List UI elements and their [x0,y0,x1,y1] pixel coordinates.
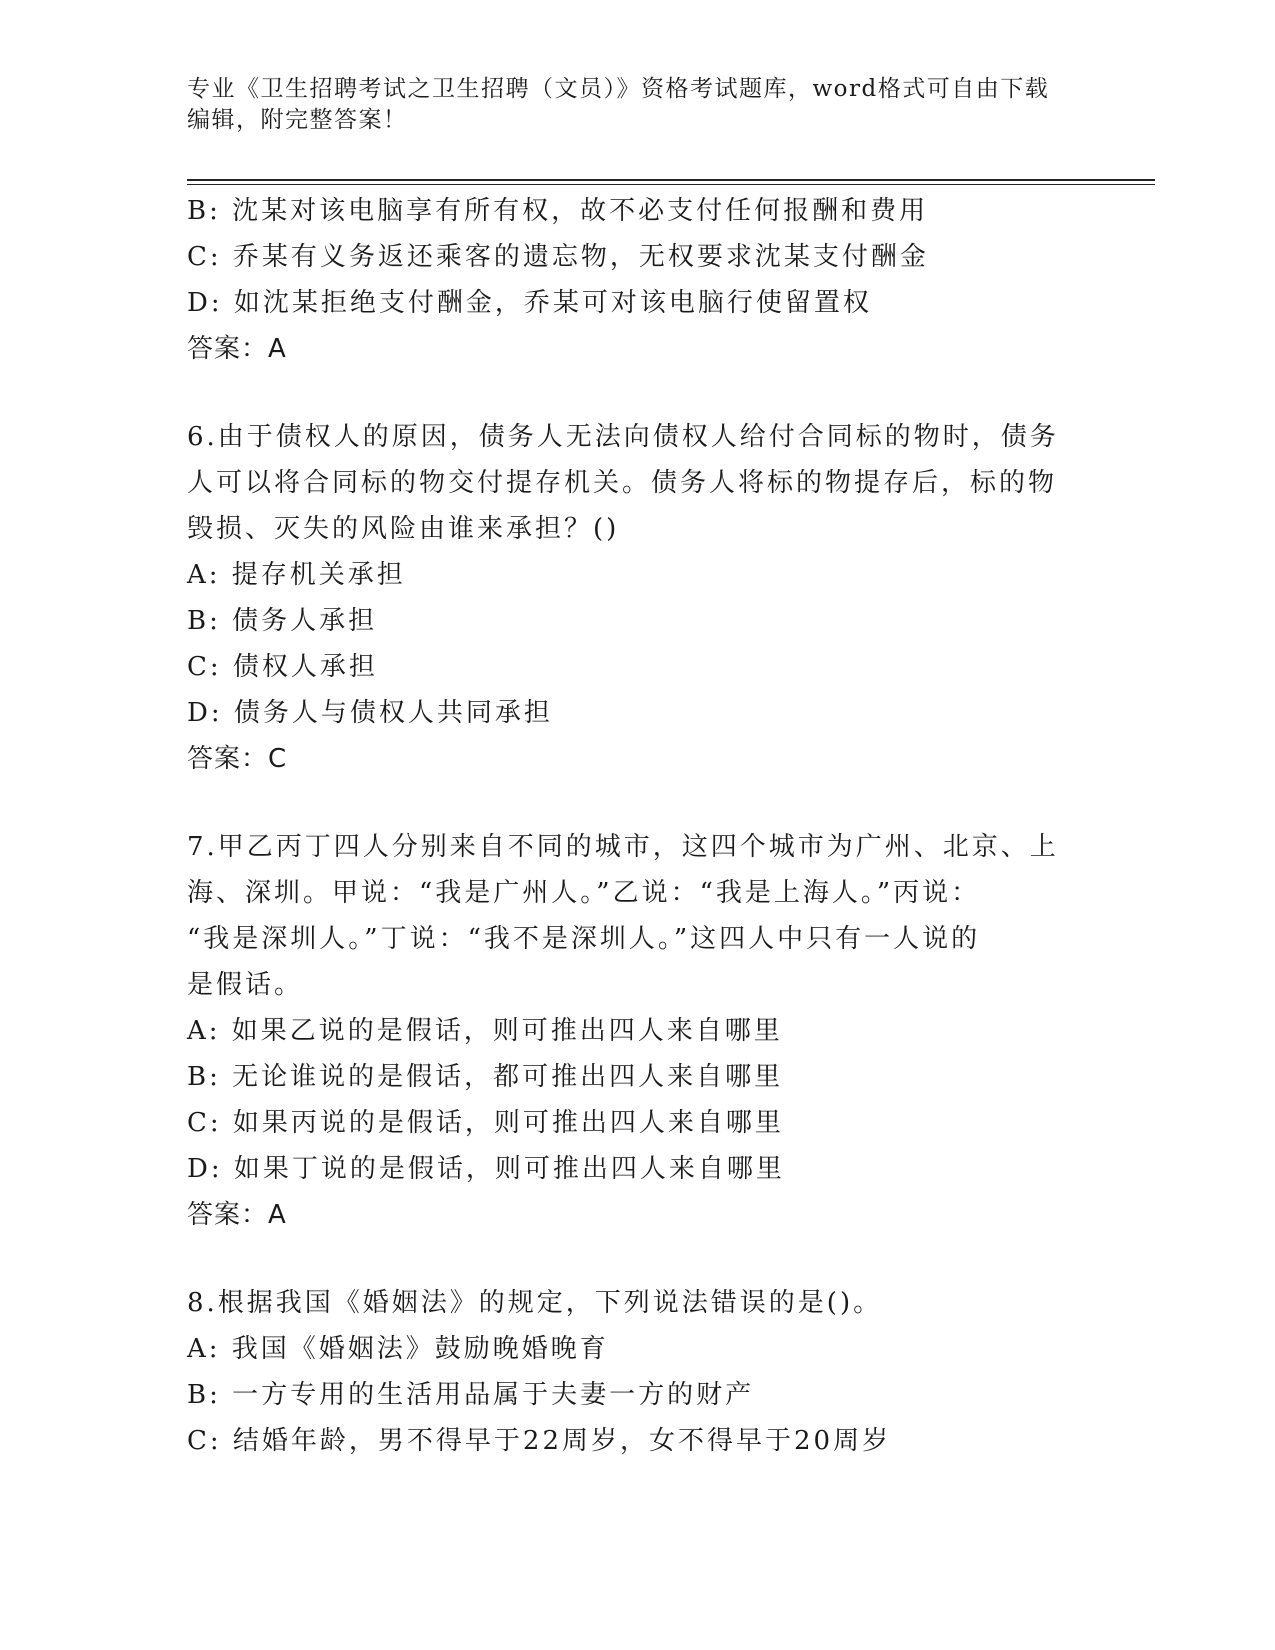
option-a: A: 提存机关承担 [187,560,406,590]
option-c: C: 如果丙说的是假话，则可推出四人来自哪里 [187,1108,784,1138]
question-8 [187,1280,1067,1464]
option-d: D: 如果丁说的是假话，则可推出四人来自哪里 [187,1154,785,1184]
question-stem-line-2: 人可以将合同标的物交付提存机关。债务人将标的物提存后，标的物 [187,468,1058,498]
question-5 [187,188,1067,372]
document-header [187,74,1087,136]
question-stem-line-3: “我是深圳人。”丁说：“我不是深圳人。”这四人中只有一人说的 [187,924,981,954]
option-d: D: 如沈某拒绝支付酬金，乔某可对该电脑行使留置权 [187,288,872,318]
option-a: A: 如果乙说的是假话，则可推出四人来自哪里 [187,1016,783,1046]
question-stem-line-1: 6.由于债权人的原因，债务人无法向债权人给付合同标的物时，债务 [187,422,1059,452]
option-c: C: 结婚年龄，男不得早于22周岁，女不得早于20周岁 [187,1426,892,1456]
option-c: C: 乔某有义务返还乘客的遗忘物，无权要求沈某支付酬金 [187,242,929,272]
question-6 [187,414,1067,782]
question-stem-line-2: 海、深圳。甲说：“我是广州人。”乙说：“我是上海人。”丙说： [187,878,981,908]
option-b: B: 沈某对该电脑享有所有权，故不必支付任何报酬和费用 [187,196,929,226]
option-b: B: 债务人承担 [187,606,378,636]
question-stem-line-1: 7.甲乙丙丁四人分别来自不同的城市，这四个城市为广州、北京、上 [187,832,1059,862]
question-stem-line-3: 毁损、灭失的风险由谁来承担？() [187,514,620,544]
header-divider-thick [187,179,1155,181]
question-content [187,188,1067,1464]
option-b: B: 无论谁说的是假话，都可推出四人来自哪里 [187,1062,784,1092]
answer: 答案：A [187,334,287,364]
answer: 答案：C [187,744,288,774]
option-c: C: 债权人承担 [187,652,378,682]
option-d: D: 债务人与债权人共同承担 [187,698,553,728]
header-line-1: 专业《卫生招聘考试之卫生招聘（文员）》资格考试题库，word格式可自由下载 [187,76,1050,102]
header-divider-thin [187,184,1155,185]
header-line-2: 编辑，附完整答案！ [187,107,408,133]
question-7 [187,824,1067,1238]
option-a: A: 我国《婚姻法》鼓励晚婚晚育 [187,1334,609,1364]
question-stem-line-4: 是假话。 [187,970,304,1000]
option-b: B: 一方专用的生活用品属于夫妻一方的财产 [187,1380,755,1410]
question-stem-line-1: 8.根据我国《婚姻法》的规定，下列说法错误的是()。 [187,1288,883,1318]
answer: 答案：A [187,1200,287,1230]
